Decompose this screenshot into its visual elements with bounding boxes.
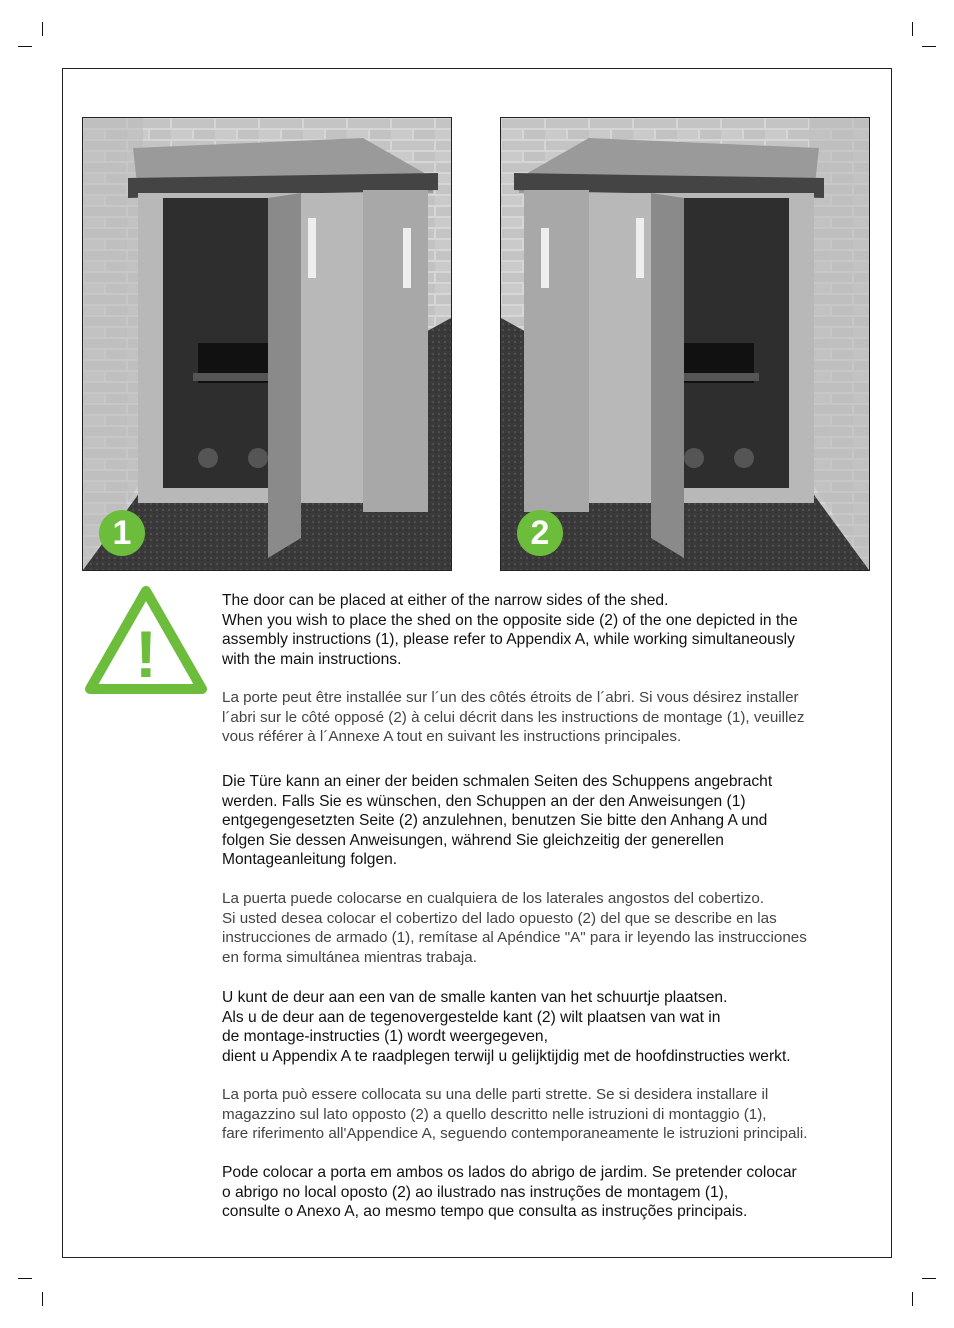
paragraph-line: Pode colocar a porta em ambos os lados do abrigo de jardim. Se pretender colocar — [222, 1164, 797, 1181]
paragraph-line: de montage-instructies (1) wordt weergegeven, — [222, 1028, 548, 1046]
warning-exclamation: ! — [135, 617, 157, 691]
paragraph-line: entgegengesetzten Seite (2) anzulehnen, benutzen Sie bitte den Anhang A und — [222, 812, 768, 830]
paragraph-line: The door can be placed at either of the narrow sides of the shed. — [222, 592, 669, 609]
crop-mark — [912, 1292, 913, 1306]
paragraph-line: assembly instructions (1), please refer to Appendix A, while working simultaneously — [222, 631, 795, 649]
paragraph-line: consulte o Anexo A, ao mesmo tempo que consulta as instruções principais. — [222, 1203, 748, 1221]
paragraph-line: Als u de deur aan de tegenovergestelde kant (2) wilt plaatsen van wat in — [222, 1008, 721, 1026]
paragraph-line: Si usted desea colocar el cobertizo del lado opuesto (2) del que se describe en las — [222, 909, 777, 927]
warning-triangle-icon — [84, 585, 208, 695]
crop-mark — [922, 1278, 936, 1279]
paragraph-en — [222, 591, 874, 669]
shed-illustration-2 — [501, 118, 869, 570]
paragraph-line: La porte peut être installée sur l´un des côtés étroits de l´abri. Si vous désirez installer — [222, 689, 799, 706]
crop-mark — [922, 46, 936, 47]
paragraph-line: U kunt de deur aan een van de smalle kanten van het schuurtje plaatsen. — [222, 989, 728, 1006]
paragraph-line: l´abri sur le côté opposé (2) à celui décrit dans les instructions de montage (1), veuillez — [222, 708, 805, 726]
photo-number-badge: 2 — [517, 510, 563, 556]
paragraph-line: instrucciones de armado (1), remítase al Apéndice "A" para ir leyendo las instrucciones — [222, 929, 807, 947]
crop-mark — [18, 1278, 32, 1279]
paragraph-es — [222, 889, 874, 967]
crop-mark — [18, 46, 32, 47]
paragraph-de — [222, 772, 874, 870]
paragraph-nl — [222, 988, 874, 1066]
paragraph-line: werden. Falls Sie es wünschen, den Schuppen an der den Anweisungen (1) — [222, 792, 746, 810]
paragraph-line: fare riferimento all'Appendice A, seguendo contemporaneamente le istruzioni principali. — [222, 1125, 808, 1143]
paragraph-line: en forma simultánea mientras trabaja. — [222, 948, 477, 966]
paragraph-line: folgen Sie dessen Anweisungen, während Sie gleichzeitig der generellen — [222, 831, 724, 849]
paragraph-line: Montageanleitung folgen. — [222, 851, 398, 869]
shed-photo-2 — [500, 117, 870, 571]
paragraph-line: dient u Appendix A te raadplegen terwijl u gelijktijdig met de hoofdinstructies werkt. — [222, 1047, 791, 1065]
paragraph-line: with the main instructions. — [222, 650, 402, 668]
paragraph-line: o abrigo no local oposto (2) ao ilustrado nas instruções de montagem (1), — [222, 1183, 729, 1201]
paragraph-line: La puerta puede colocarse en cualquiera de los laterales angostos del cobertizo. — [222, 890, 765, 907]
photo-number-badge: 1 — [99, 510, 145, 556]
shed-illustration-1 — [83, 118, 451, 570]
paragraph-it — [222, 1085, 874, 1144]
crop-mark — [42, 22, 43, 36]
paragraph-line: When you wish to place the shed on the opposite side (2) of the one depicted in the — [222, 611, 798, 629]
paragraph-pt — [222, 1163, 874, 1222]
paragraph-line: Die Türe kann an einer der beiden schmalen Seiten des Schuppens angebracht — [222, 773, 773, 790]
paragraph-fr — [222, 688, 874, 747]
shed-photo-1 — [82, 117, 452, 571]
paragraph-line: vous référer à l´Annexe A tout en suivant les instructions principales. — [222, 728, 682, 746]
crop-mark — [42, 1292, 43, 1306]
paragraph-line: magazzino sul lato opposto (2) a quello descritto nelle istruzioni di montaggio (1), — [222, 1105, 767, 1123]
paragraph-line: La porta può essere collocata su una delle parti strette. Se si desidera installare il — [222, 1086, 769, 1103]
crop-mark — [912, 22, 913, 36]
